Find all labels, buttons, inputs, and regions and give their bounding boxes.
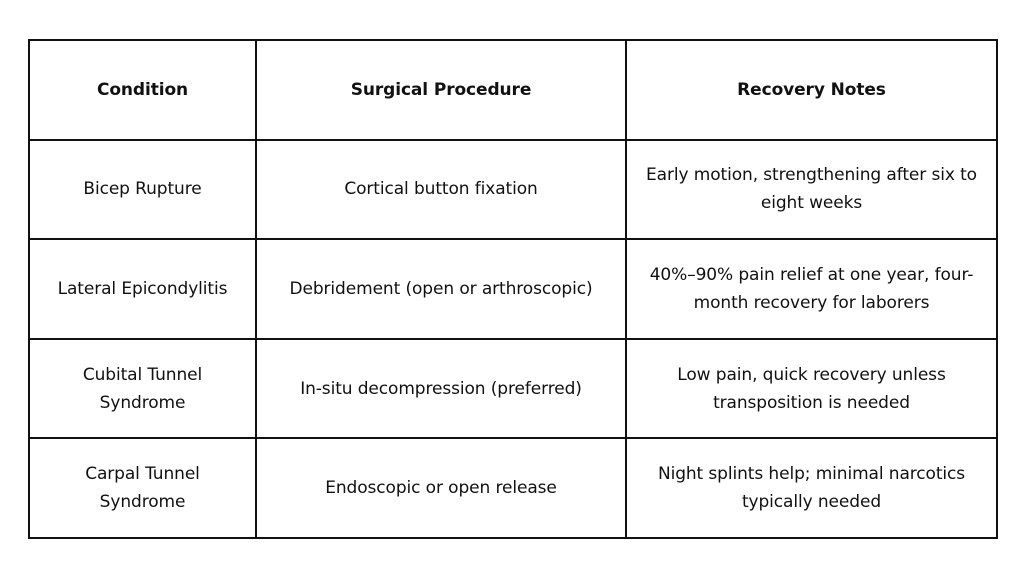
header-surgical-procedure: Surgical Procedure	[256, 40, 626, 140]
header-recovery-notes: Recovery Notes	[626, 40, 997, 140]
table-row	[29, 239, 997, 339]
cell-procedure: Debridement (open or arthroscopic)	[256, 239, 626, 339]
table-header-row	[29, 40, 997, 140]
table-row	[29, 438, 997, 538]
cell-procedure: Endoscopic or open release	[256, 438, 626, 538]
cell-condition: Cubital Tunnel Syndrome	[29, 339, 256, 439]
cell-condition: Carpal Tunnel Syndrome	[29, 438, 256, 538]
cell-recovery: 40%–90% pain relief at one year, four-month recovery for laborers	[626, 239, 997, 339]
cell-condition: Bicep Rupture	[29, 140, 256, 240]
cell-procedure: Cortical button fixation	[256, 140, 626, 240]
cell-condition: Lateral Epicondylitis	[29, 239, 256, 339]
cell-recovery: Low pain, quick recovery unless transposition is needed	[626, 339, 997, 439]
conditions-table	[28, 39, 998, 539]
table-row	[29, 140, 997, 240]
cell-recovery: Night splints help; minimal narcotics typically needed	[626, 438, 997, 538]
table-row	[29, 339, 997, 439]
header-condition: Condition	[29, 40, 256, 140]
cell-procedure: In-situ decompression (preferred)	[256, 339, 626, 439]
cell-recovery: Early motion, strengthening after six to eight weeks	[626, 140, 997, 240]
